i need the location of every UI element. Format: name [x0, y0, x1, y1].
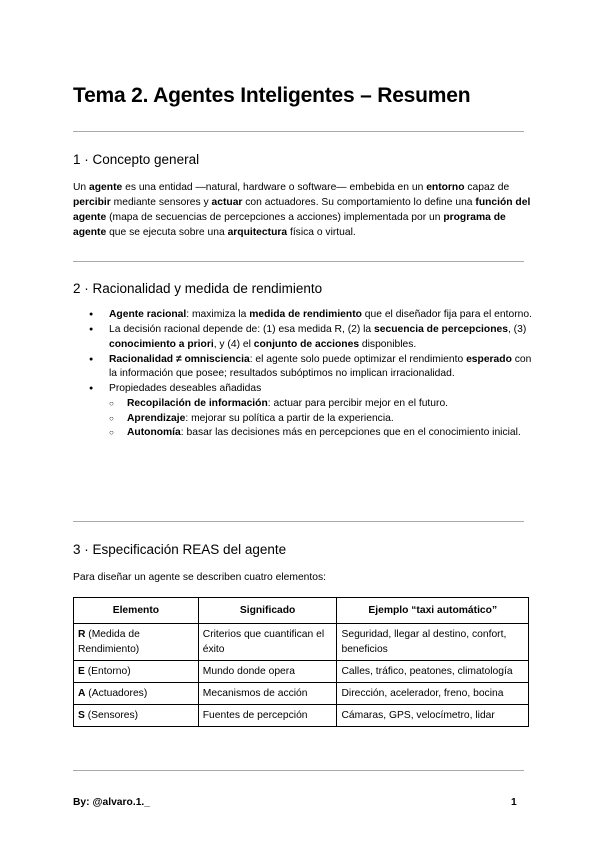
example-cell: Calles, tráfico, peatones, climatología [337, 661, 529, 683]
text-run: : maximiza la [186, 309, 250, 320]
text-run: : actuar para percibir mejor en el futuro. [267, 398, 449, 410]
element-cell [74, 705, 199, 727]
element-cell [74, 661, 199, 683]
racionalidad-list [73, 308, 533, 441]
example-cell: Cámaras, GPS, velocímetro, lidar [337, 705, 529, 727]
bold-term: función del agente [73, 197, 531, 223]
text-run: : mejorar su política a partir de la experiencia. [185, 412, 394, 424]
sub-list-item [109, 412, 533, 427]
concepto-paragraph [73, 180, 533, 240]
text-run: , y (4) el [213, 338, 254, 350]
element-cell [74, 624, 199, 661]
list-item [73, 323, 533, 352]
table-row [74, 705, 529, 727]
meaning-cell: Criterios que cuantifican el éxito [198, 624, 337, 661]
page-number: 1 [511, 797, 517, 808]
table-row [74, 624, 529, 661]
text-run: : basar las decisiones más en percepciones que en el conocimiento inicial. [180, 427, 521, 439]
element-letter: E [78, 666, 85, 677]
bold-term: esperado [466, 353, 512, 365]
text-run: , (3) [507, 324, 527, 336]
text-run: mediante sensores y [110, 197, 212, 208]
text-run: capaz de [464, 182, 510, 193]
reas-intro: Para diseñar un agente se describen cuatro elementos: [73, 572, 327, 583]
text-run: Un [73, 182, 90, 193]
list-item [73, 353, 533, 382]
text-run: que se ejecuta sobre una [106, 227, 228, 238]
bold-term: entorno [426, 182, 465, 193]
bold-term: percibir [73, 197, 111, 208]
list-item [73, 308, 533, 323]
sub-list-item [109, 426, 533, 441]
bold-term: conocimiento a priori [109, 338, 214, 350]
bold-term: medida de rendimiento [249, 309, 362, 320]
element-letter: S [78, 710, 85, 721]
bold-term: Aprendizaje [127, 412, 186, 424]
reas-table [73, 597, 529, 727]
bold-term: programa de agente [73, 212, 506, 238]
divider [73, 770, 524, 771]
bold-term: Recopilación de información [127, 398, 268, 410]
example-cell: Dirección, acelerador, freno, bocina [337, 683, 529, 705]
text-run: : el agente solo puede optimizar el rendimiento [249, 353, 467, 365]
divider [73, 131, 524, 132]
text-run: con la información que posee; resultados subóptimos no implican irracionalidad. [109, 353, 532, 380]
divider [73, 521, 524, 522]
section-heading-concepto: 1 · Concepto general [73, 152, 200, 167]
meaning-cell: Fuentes de percepción [198, 705, 337, 727]
document-title: Tema 2. Agentes Inteligentes – Resumen [73, 84, 471, 107]
text-run: La decisión racional depende de: (1) esa medida R, (2) la [109, 324, 375, 336]
bold-term: secuencia de percepciones [374, 324, 508, 336]
element-label: (Medida de Rendimiento) [78, 629, 140, 655]
footer-author: By: @alvaro.1._ [73, 797, 151, 808]
list-item [73, 382, 533, 440]
text-run: (mapa de secuencias de percepciones a acciones) implementada por un [106, 212, 444, 223]
bold-term: agente [89, 182, 123, 193]
element-label: (Entorno) [84, 666, 131, 677]
meaning-cell: Mecanismos de acción [198, 683, 337, 705]
bold-term: conjunto de acciones [253, 338, 360, 350]
bold-term: Racionalidad ≠ omnisciencia [109, 353, 250, 365]
divider [73, 261, 524, 262]
table-header: Elemento [74, 598, 199, 624]
table-header: Ejemplo “taxi automático” [337, 598, 529, 624]
sub-list [109, 397, 533, 441]
text-run: que el diseñador fija para el entorno. [361, 309, 532, 320]
table-header: Significado [198, 598, 337, 624]
text-run: disponibles. [359, 338, 417, 350]
bold-term: Autonomía [127, 427, 181, 439]
table-row [74, 661, 529, 683]
example-cell: Seguridad, llegar al destino, confort, beneficios [337, 624, 529, 661]
text-run: es una entidad —natural, hardware o software— embebida en un [122, 182, 427, 193]
element-letter: R [78, 629, 86, 640]
text-run: física o virtual. [287, 227, 356, 238]
bold-term: Agente racional [109, 309, 187, 320]
table-row [74, 683, 529, 705]
sub-list-item [109, 397, 533, 412]
bold-term: actuar [211, 197, 243, 208]
element-label: (Sensores) [84, 710, 139, 721]
element-letter: A [78, 688, 86, 699]
bold-term: arquitectura [227, 227, 288, 238]
meaning-cell: Mundo donde opera [198, 661, 337, 683]
text-run: con actuadores. Su comportamiento lo define una [242, 197, 476, 208]
section-heading-racionalidad: 2 · Racionalidad y medida de rendimiento [73, 281, 323, 296]
section-heading-reas: 3 · Especificación REAS del agente [73, 542, 287, 557]
element-cell [74, 683, 199, 705]
element-label: (Actuadores) [85, 688, 148, 699]
text-run: Propiedades deseables añadidas [109, 383, 262, 395]
